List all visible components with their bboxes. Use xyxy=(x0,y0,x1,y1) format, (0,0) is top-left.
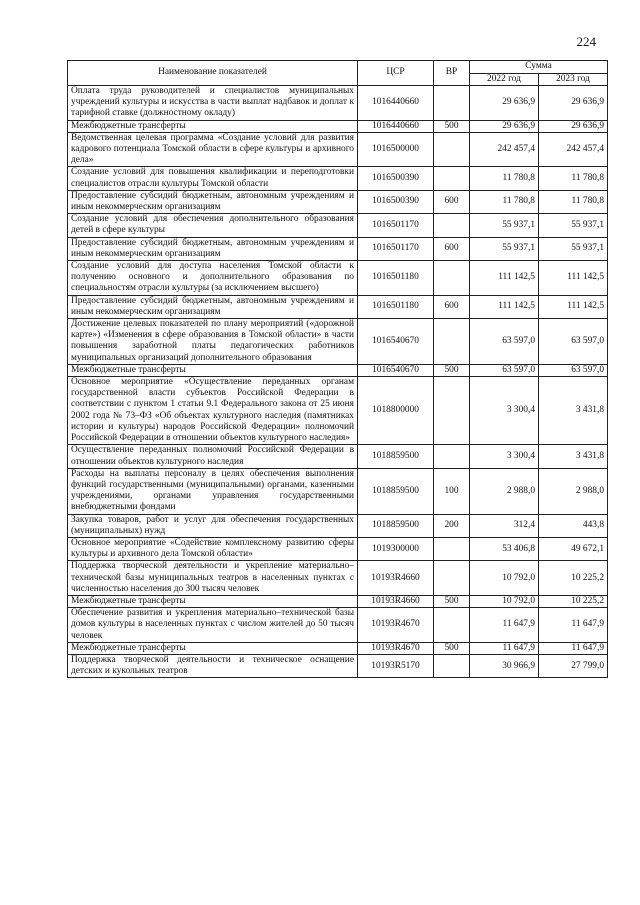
table-row xyxy=(68,468,608,514)
cell-csr: 1016501170 xyxy=(358,237,434,260)
cell-y2022: 29 636,9 xyxy=(470,86,539,121)
cell-csr: 1016500390 xyxy=(358,167,434,190)
cell-name: Расходы на выплаты персоналу в целях обеспечения выполнения функций государственными (муниципальными) органами, казенными учреждениями, органами управления государственными внебюджетными фондами xyxy=(68,468,358,514)
cell-vr xyxy=(434,214,470,237)
cell-y2023: 29 636,9 xyxy=(539,120,608,132)
cell-y2023: 3 431,8 xyxy=(539,377,608,445)
table-row xyxy=(68,364,608,376)
cell-name: Обеспечение развития и укрепления материально–технической базы домов культуры в населенных пунктах с числом жителей до 50 тысяч человек xyxy=(68,608,358,643)
cell-y2022: 312,4 xyxy=(470,514,539,537)
cell-y2023: 10 225,2 xyxy=(539,595,608,607)
cell-y2023: 2 988,0 xyxy=(539,468,608,514)
table-row xyxy=(68,377,608,445)
cell-vr xyxy=(434,86,470,121)
cell-csr: 1016500390 xyxy=(358,190,434,213)
cell-y2022: 11 780,8 xyxy=(470,190,539,213)
cell-csr: 10193R4660 xyxy=(358,561,434,596)
cell-vr xyxy=(434,445,470,468)
cell-vr xyxy=(434,537,470,560)
table-row xyxy=(68,654,608,677)
cell-vr: 500 xyxy=(434,120,470,132)
cell-name: Межбюджетные трансферты xyxy=(68,595,358,607)
cell-csr: 1016440660 xyxy=(358,120,434,132)
cell-csr: 10193R4670 xyxy=(358,608,434,643)
cell-y2023: 63 597,0 xyxy=(539,319,608,365)
cell-y2022: 55 937,1 xyxy=(470,237,539,260)
cell-y2022: 3 300,4 xyxy=(470,377,539,445)
cell-name: Основное мероприятие «Осуществление переданных органам государственной власти субъектов Российской Федерации в соответствии с пунктом 1 статьи 9.1 Федерального закона от 25 июня 2002 года № 73–ФЗ «Об объектах культурного наследия (памятниках истории и культуры) народов Российской Федерации» полномочий Российской Федерации в отношении объектов культурного наследия» xyxy=(68,377,358,445)
cell-y2023: 63 597,0 xyxy=(539,364,608,376)
cell-csr: 1018859500 xyxy=(358,445,434,468)
cell-vr xyxy=(434,167,470,190)
cell-vr: 600 xyxy=(434,237,470,260)
cell-csr: 1016501170 xyxy=(358,214,434,237)
cell-y2022: 10 792,0 xyxy=(470,561,539,596)
cell-csr: 10193R4660 xyxy=(358,595,434,607)
cell-csr: 1018859500 xyxy=(358,514,434,537)
cell-y2023: 3 431,8 xyxy=(539,445,608,468)
cell-vr: 500 xyxy=(434,642,470,654)
cell-y2022: 3 300,4 xyxy=(470,445,539,468)
cell-y2022: 111 142,5 xyxy=(470,261,539,296)
cell-vr: 500 xyxy=(434,595,470,607)
table-row xyxy=(68,237,608,260)
cell-name: Создание условий для обеспечения дополнительного образования детей в сфере культуры xyxy=(68,214,358,237)
cell-y2022: 242 457,4 xyxy=(470,132,539,167)
header-vr: ВР xyxy=(434,61,470,86)
table-row xyxy=(68,120,608,132)
cell-vr: 500 xyxy=(434,364,470,376)
cell-y2023: 55 937,1 xyxy=(539,214,608,237)
cell-y2023: 443,8 xyxy=(539,514,608,537)
cell-name: Оплата труда руководителей и специалистов муниципальных учреждений культуры и искусства в части выплат надбавок и доплат к тарифной ставке (должностному окладу) xyxy=(68,86,358,121)
table-row xyxy=(68,86,608,121)
cell-name: Поддержка творческой деятельности и укрепление материально–технической базы муниципальных театров в населенных пунктах с численностью населения до 300 тысяч человек xyxy=(68,561,358,596)
cell-csr: 1018800000 xyxy=(358,377,434,445)
table-row xyxy=(68,561,608,596)
cell-y2022: 29 636,9 xyxy=(470,120,539,132)
cell-y2022: 10 792,0 xyxy=(470,595,539,607)
cell-name: Межбюджетные трансферты xyxy=(68,120,358,132)
cell-y2023: 242 457,4 xyxy=(539,132,608,167)
cell-name: Осуществление переданных полномочий Российской Федерации в отношении объектов культурного наследия xyxy=(68,445,358,468)
cell-vr: 100 xyxy=(434,468,470,514)
cell-name: Создание условий для повышения квалификации и переподготовки специалистов отрасли культуры Томской области xyxy=(68,167,358,190)
cell-csr: 1016540670 xyxy=(358,364,434,376)
table-row xyxy=(68,261,608,296)
cell-name: Межбюджетные трансферты xyxy=(68,642,358,654)
cell-y2022: 63 597,0 xyxy=(470,319,539,365)
cell-y2023: 11 647,9 xyxy=(539,642,608,654)
cell-vr xyxy=(434,654,470,677)
table-header xyxy=(68,61,608,86)
cell-csr: 1019300000 xyxy=(358,537,434,560)
cell-y2022: 55 937,1 xyxy=(470,214,539,237)
cell-y2022: 63 597,0 xyxy=(470,364,539,376)
cell-csr: 10193R5170 xyxy=(358,654,434,677)
cell-csr: 1016500000 xyxy=(358,132,434,167)
table-row xyxy=(68,132,608,167)
table-row xyxy=(68,319,608,365)
cell-csr: 1018859500 xyxy=(358,468,434,514)
table-row xyxy=(68,295,608,318)
cell-vr xyxy=(434,132,470,167)
header-csr: ЦСР xyxy=(358,61,434,86)
cell-y2023: 11 780,8 xyxy=(539,167,608,190)
header-year-2022: 2022 год xyxy=(470,73,539,86)
cell-y2023: 29 636,9 xyxy=(539,86,608,121)
cell-y2022: 2 988,0 xyxy=(470,468,539,514)
cell-csr: 10193R4670 xyxy=(358,642,434,654)
cell-y2023: 111 142,5 xyxy=(539,295,608,318)
cell-name: Достижение целевых показателей по плану мероприятий («дорожной карте») «Изменения в сфере образования в Томской области» в части повышения заработной платы педагогических работников муниципальных организаций дополнительного образования xyxy=(68,319,358,365)
cell-y2023: 111 142,5 xyxy=(539,261,608,296)
budget-table xyxy=(67,60,608,678)
cell-vr: 600 xyxy=(434,295,470,318)
table-row xyxy=(68,167,608,190)
cell-y2023: 49 672,1 xyxy=(539,537,608,560)
cell-y2023: 55 937,1 xyxy=(539,237,608,260)
table-body xyxy=(68,86,608,678)
table-row xyxy=(68,514,608,537)
cell-y2023: 27 799,0 xyxy=(539,654,608,677)
table-row xyxy=(68,608,608,643)
cell-y2023: 11 647,9 xyxy=(539,608,608,643)
cell-y2022: 111 142,5 xyxy=(470,295,539,318)
cell-name: Предоставление субсидий бюджетным, автономным учреждениям и иным некоммерческим организациям xyxy=(68,237,358,260)
table-row xyxy=(68,537,608,560)
cell-vr xyxy=(434,561,470,596)
cell-y2022: 30 966,9 xyxy=(470,654,539,677)
cell-name: Предоставление субсидий бюджетным, автономным учреждениям и иным некоммерческим организациям xyxy=(68,190,358,213)
table-row xyxy=(68,595,608,607)
cell-vr: 200 xyxy=(434,514,470,537)
table-row xyxy=(68,642,608,654)
cell-vr xyxy=(434,261,470,296)
cell-csr: 1016501180 xyxy=(358,295,434,318)
cell-name: Межбюджетные трансферты xyxy=(68,364,358,376)
table-row xyxy=(68,445,608,468)
cell-name: Основное мероприятие «Содействие комплексному развитию сферы культуры и архивного дела Томской области» xyxy=(68,537,358,560)
cell-y2022: 53 406,8 xyxy=(470,537,539,560)
header-name: Наименование показателей xyxy=(68,61,358,86)
table-row xyxy=(68,190,608,213)
cell-csr: 1016540670 xyxy=(358,319,434,365)
cell-name: Создание условий для доступа населения Томской области к получению основного и дополнительного образования по специальностям отрасли культуры (за исключением высшего) xyxy=(68,261,358,296)
header-year-2023: 2023 год xyxy=(539,73,608,86)
cell-y2023: 11 780,8 xyxy=(539,190,608,213)
cell-vr xyxy=(434,319,470,365)
page-number: 224 xyxy=(576,34,596,49)
cell-name: Предоставление субсидий бюджетным, автономным учреждениям и иным некоммерческим организациям xyxy=(68,295,358,318)
header-sum: Сумма xyxy=(470,61,608,74)
cell-y2022: 11 780,8 xyxy=(470,167,539,190)
cell-csr: 1016440660 xyxy=(358,86,434,121)
cell-csr: 1016501180 xyxy=(358,261,434,296)
cell-vr xyxy=(434,608,470,643)
cell-y2022: 11 647,9 xyxy=(470,608,539,643)
table-row xyxy=(68,214,608,237)
cell-y2022: 11 647,9 xyxy=(470,642,539,654)
cell-vr: 600 xyxy=(434,190,470,213)
cell-name: Поддержка творческой деятельности и техническое оснащение детских и кукольных театров xyxy=(68,654,358,677)
cell-name: Ведомственная целевая программа «Создание условий для развития кадрового потенциала Томской области в сфере культуры и архивного дела» xyxy=(68,132,358,167)
cell-vr xyxy=(434,377,470,445)
cell-name: Закупка товаров, работ и услуг для обеспечения государственных (муниципальных) нужд xyxy=(68,514,358,537)
cell-y2023: 10 225,2 xyxy=(539,561,608,596)
